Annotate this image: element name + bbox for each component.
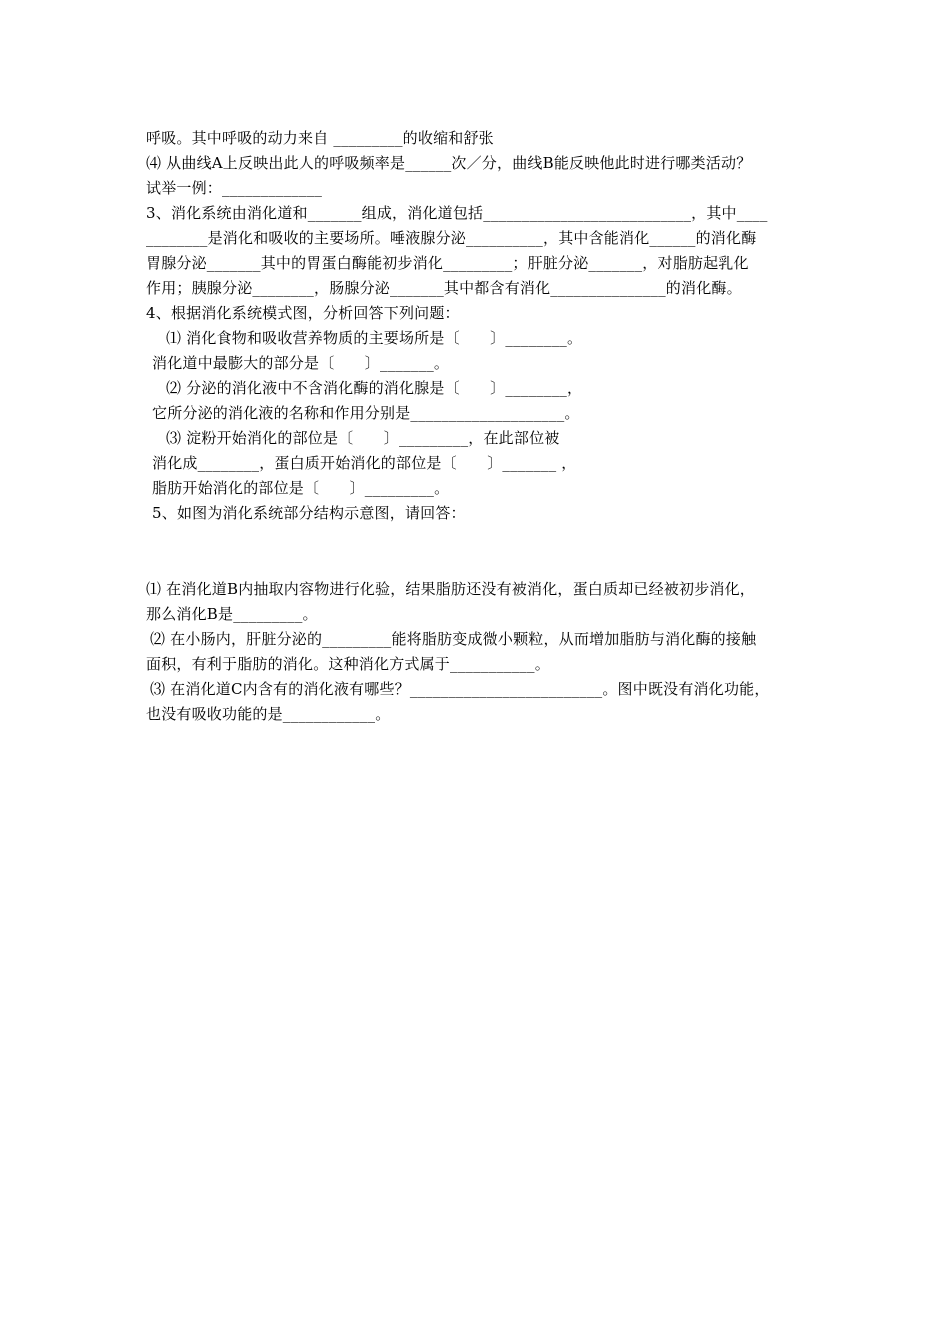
text-line: ________是消化和吸收的主要场所。唾液腺分泌__________，其中含能消化______的消化酶 bbox=[146, 229, 757, 247]
text-line: ⑶ 淀粉开始消化的部位是〔 〕_________，在此部位被 bbox=[166, 429, 560, 447]
text-line: ⑵ 分泌的消化液中不含消化酶的消化腺是〔 〕________， bbox=[166, 379, 583, 397]
text-line: ⑴ 在消化道B内抽取内容物进行化验，结果脂肪还没有被消化，蛋白质却已经被初步消化， bbox=[146, 580, 755, 598]
text-line: 那么消化B是_________。 bbox=[146, 605, 318, 623]
text-line: 试举一例：_____________ bbox=[146, 179, 323, 197]
text-line: 消化成________，蛋白质开始消化的部位是〔 〕_______ ， bbox=[152, 454, 577, 472]
text-line: 消化道中最膨大的部分是〔 〕_______。 bbox=[152, 354, 450, 372]
text-line: 也没有吸收功能的是____________。 bbox=[146, 705, 391, 723]
text-line: 作用；胰腺分泌________，肠腺分泌_______其中都含有消化_______________的消化酶。 bbox=[146, 279, 742, 297]
question-5-line: 5、如图为消化系统部分结构示意图，请回答： bbox=[152, 504, 466, 522]
question-4-line: 4、根据消化系统模式图，分析回答下列问题： bbox=[146, 304, 460, 322]
text-line: 它所分泌的消化液的名称和作用分别是____________________。 bbox=[152, 404, 580, 422]
text-line: ⑶ 在消化道C内含有的消化液有哪些？_________________________。图中既没有消化功能， bbox=[150, 680, 770, 698]
text-line: ⑵ 在小肠内，肝脏分泌的_________能将脂肪变成微小颗粒，从而增加脂肪与消化酶的接触 bbox=[150, 630, 757, 648]
question-3-line: 3、消化系统由消化道和_______组成，消化道包括___________________________，其中____ bbox=[146, 204, 768, 222]
text-line: ⑷ 从曲线A上反映出此人的呼吸频率是______次／分，曲线B能反映他此时进行哪类活动？ bbox=[146, 154, 752, 172]
text-line: ⑴ 消化食物和吸收营养物质的主要场所是〔 〕________。 bbox=[166, 329, 583, 347]
text-line: 面积，有利于脂肪的消化。这种消化方式属于___________。 bbox=[146, 655, 550, 673]
text-line: 呼吸。其中呼吸的动力来自 _________的收缩和舒张 bbox=[146, 129, 494, 147]
text-line: 脂肪开始消化的部位是〔 〕_________。 bbox=[152, 479, 450, 497]
text-line: 胃腺分泌_______其中的胃蛋白酶能初步消化_________；肝脏分泌_______，对脂肪起乳化 bbox=[146, 254, 749, 272]
